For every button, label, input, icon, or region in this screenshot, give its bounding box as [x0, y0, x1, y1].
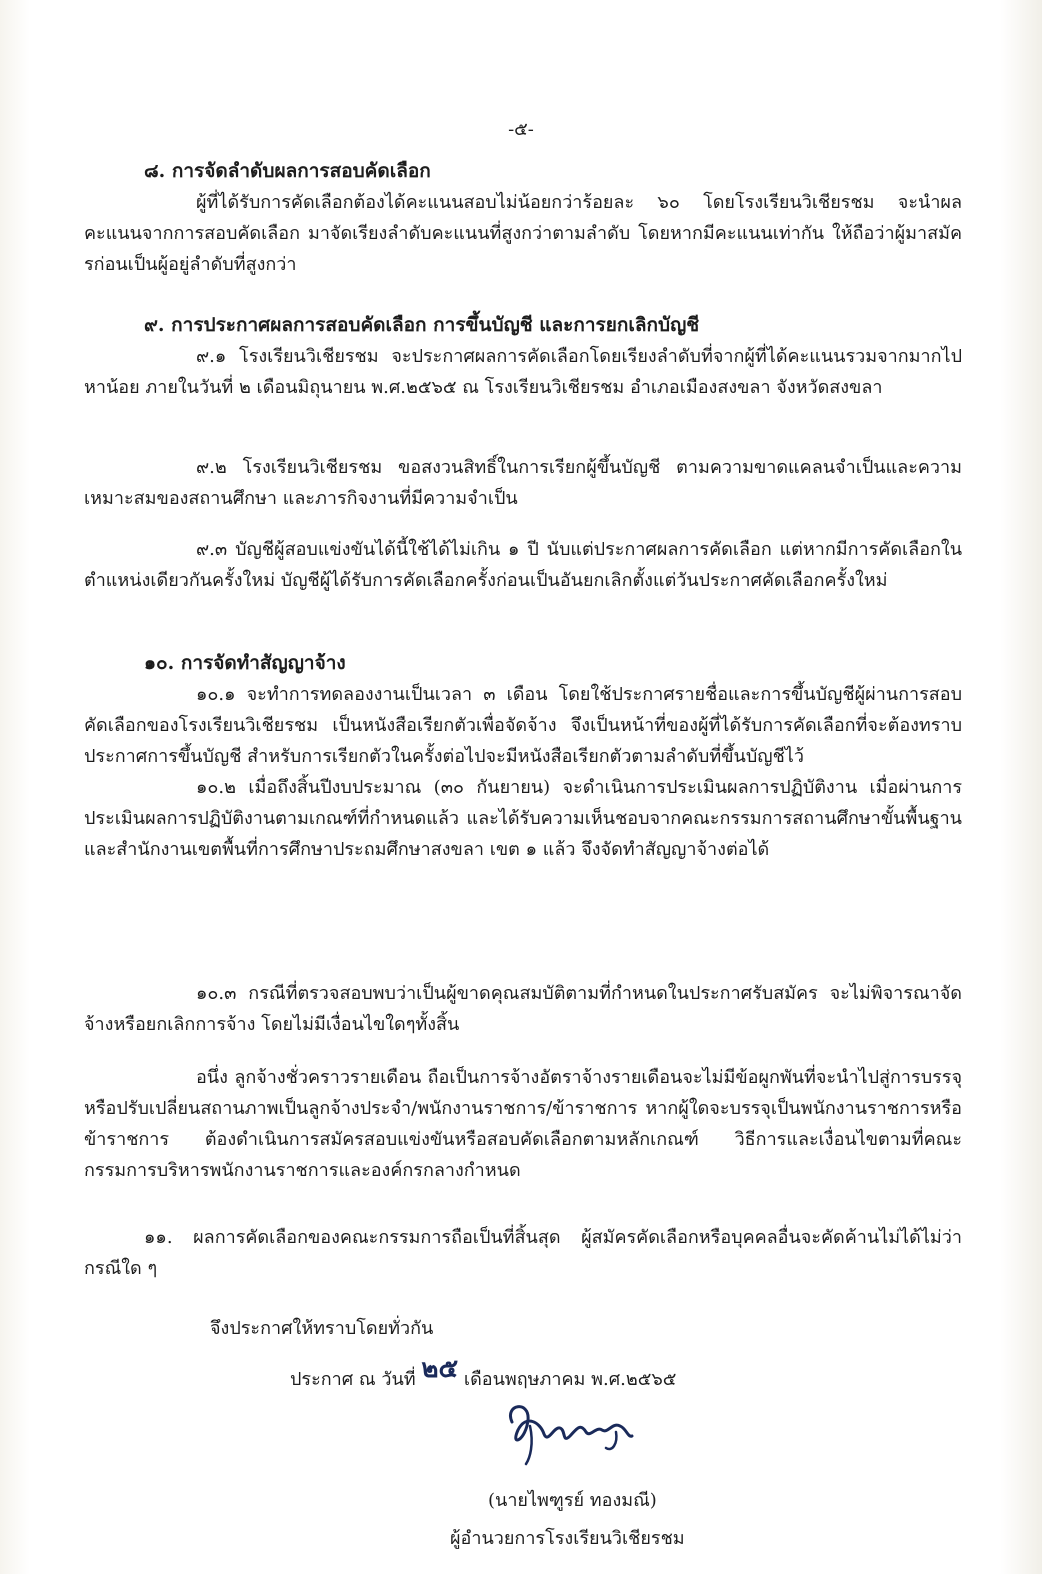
signature-mark: [500, 1392, 640, 1472]
announce-line: จึงประกาศให้ทราบโดยทั่วกัน: [210, 1318, 434, 1339]
page-number: -๕-: [508, 119, 534, 140]
section-9-3: ๙.๓ บัญชีผู้สอบแข่งขันได้นี้ใช้ได้ไม่เกิน ๑ ปี นับแต่ประกาศผลการคัดเลือก แต่หากมีการคัดเลือกในตำแหน่งเดียวกันครั้งใหม่ บัญชีผู้ได้รับการคัดเลือกครั้งก่อนเป็นอันยกเลิกตั้งแต่วันประกาศคัดเลือกครั้งใหม่: [84, 539, 962, 591]
section-10-3: ๑๐.๓ กรณีที่ตรวจสอบพบว่าเป็นผู้ขาดคุณสมบัติตามที่กำหนดในประกาศรับสมัคร จะไม่พิจารณาจัดจ้างหรือยกเลิกการจ้าง โดยไม่มีเงื่อนไขใดๆทั้งสิ้น: [84, 983, 962, 1035]
section-11: ๑๑. ผลการคัดเลือกของคณะกรรมการถือเป็นที่สิ้นสุด ผู้สมัครคัดเลือกหรือบุคคลอื่นจะคัดค้านไม่ได้ไม่ว่ากรณีใด ๆ: [84, 1227, 962, 1279]
section-9-2-block: [84, 452, 962, 514]
section-8: [84, 156, 962, 280]
section-10: [84, 648, 962, 865]
section-10-3-block: [84, 978, 962, 1040]
date-day-handwritten: ๒๕: [421, 1354, 459, 1384]
section-8-heading: ๘. การจัดลำดับผลการสอบคัดเลือก: [144, 160, 431, 182]
section-9: [84, 310, 962, 403]
section-10-heading: ๑๐. การจัดทำสัญญาจ้าง: [144, 652, 346, 674]
section-9-heading: ๙. การประกาศผลการสอบคัดเลือก การขึ้นบัญชี และการยกเลิกบัญชี: [144, 314, 700, 336]
section-10-note: อนึ่ง ลูกจ้างชั่วคราวรายเดือน ถือเป็นการจ้างอัตราจ้างรายเดือนจะไม่มีข้อผูกพันที่จะนำไปสู่การบรรจุ หรือปรับเปลี่ยนสถานภาพเป็นลูกจ้างประจำ/พนักงานราชการ/ข้าราชการ หากผู้ใดจะบรรจุเป็นพนักงานราชการหรือข้าราชการ ต้องดำเนินการสมัครสอบแข่งขันหรือสอบคัดเลือกตามหลักเกณฑ์ วิธีการและเงื่อนไขตามที่คณะกรรมการบริหารพนักงานราชการและองค์กรกลางกำหนด: [84, 1067, 962, 1181]
announce-date: [290, 1354, 677, 1395]
section-9-3-block: [84, 534, 962, 596]
section-10-2: ๑๐.๒ เมื่อถึงสิ้นปีงบประมาณ (๓๐ กันยายน) จะดำเนินการประเมินผลการปฏิบัติงาน เมื่อผ่านการประเมินผลการปฏิบัติงานตามเกณฑ์ที่กำหนดแล้ว และได้รับความเห็นชอบจากคณะกรรมการสถานศึกษาขั้นพื้นฐานและสำนักงานเขตพื้นที่การศึกษาประถมศึกษาสงขลา เขต ๑ แล้ว จึงจัดทำสัญญาจ้างต่อได้: [84, 777, 962, 860]
date-prefix: ประกาศ ณ วันที่: [290, 1369, 416, 1390]
section-10-note-block: [84, 1062, 962, 1186]
signer-title: ผู้อำนวยการโรงเรียนวิเชียรชม: [450, 1528, 685, 1549]
signer-name: (นายไพฑูรย์ ทองมณี): [488, 1490, 657, 1511]
section-8-body: ผู้ที่ได้รับการคัดเลือกต้องได้คะแนนสอบไม่น้อยกว่าร้อยละ ๖๐ โดยโรงเรียนวิเชียรชม จะนำผลคะแนนจากการสอบคัดเลือก มาจัดเรียงลำดับคะแนนที่สูงกว่าตามลำดับ โดยหากมีคะแนนเท่ากัน ให้ถือว่าผู้มาสมัครก่อนเป็นผู้อยู่ลำดับที่สูงกว่า: [84, 192, 962, 275]
section-9-2: ๙.๒ โรงเรียนวิเชียรชม ขอสงวนสิทธิ์ในการเรียกผู้ขึ้นบัญชี ตามความขาดแคลนจำเป็นและความเหมาะสมของสถานศึกษา และภารกิจงานที่มีความจำเป็น: [84, 457, 962, 509]
section-9-1: ๙.๑ โรงเรียนวิเชียรชม จะประกาศผลการคัดเลือกโดยเรียงลำดับที่จากผู้ที่ได้คะแนนรวมจากมากไปหาน้อย ภายในวันที่ ๒ เดือนมิถุนายน พ.ศ.๒๕๖๕ ณ โรงเรียนวิเชียรชม อำเภอเมืองสงขลา จังหวัดสงขลา: [84, 346, 962, 398]
section-11-block: [84, 1222, 962, 1284]
date-suffix: เดือนพฤษภาคม พ.ศ.๒๕๖๕: [463, 1369, 677, 1390]
section-10-1: ๑๐.๑ จะทำการทดลองงานเป็นเวลา ๓ เดือน โดยใช้ประกาศรายชื่อและการขึ้นบัญชีผู้ผ่านการสอบคัดเลือกของโรงเรียนวิเชียรชม เป็นหนังสือเรียกตัวเพื่อจัดจ้าง จึงเป็นหน้าที่ของผู้ที่ได้รับการคัดเลือกที่จะต้องทราบประกาศการขึ้นบัญชี สำหรับการเรียกตัวในครั้งต่อไปจะมีหนังสือเรียกตัวตามลำดับที่ขึ้นบัญชีไว้: [84, 684, 962, 767]
